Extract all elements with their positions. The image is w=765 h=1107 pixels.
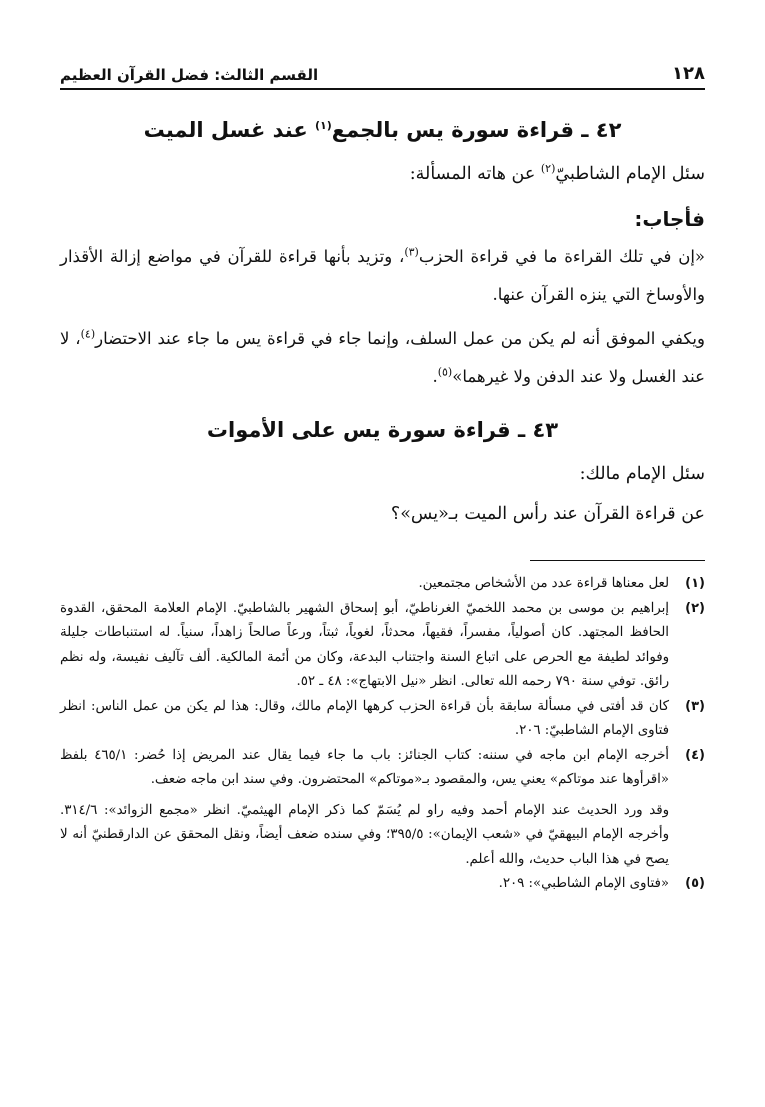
footnote-text: أخرجه الإمام ابن ماجه في سننه: كتاب الجنائز: باب ما جاء فيما يقال عند المريض إذا حُضر: ٤٦٥/١ بلفظ «اقرأوها عند موتاكم» يعني يس، والمقصود بـ«موتاكم» المحتضرون. وفي سند ابن ماجه ضعف. [60,747,669,787]
footnote-1 [60,572,705,597]
paragraph-text: ، وتزيد بأنها قراءة للقرآن في مواضع إزالة الأقذار والأوساخ التي ينزه القرآن عنها. [60,247,705,304]
footnote-text: لعل معناها قراءة عدد من الأشخاص مجتمعين. [418,576,669,591]
footnote-ref: (٢) [540,162,556,176]
footnote-ref: (١) [315,119,332,132]
section-42-heading [60,110,705,150]
page-header [60,58,705,90]
footnote-number: (٤) [685,747,705,763]
heading-text: عند غسل الميت [143,118,315,142]
footnote-number: (١) [685,576,705,591]
footnote-number: (٢) [685,600,705,616]
footnotes [60,572,705,897]
footnote-number: (٥) [685,876,705,891]
section-43-heading: ٤٣ ـ قراءة سورة يس على الأموات [206,418,559,442]
footnote-text: «فتاوى الإمام الشاطبي»: ٢٠٩. [498,876,669,891]
footnote-5 [60,872,705,897]
paragraph-text: «إن في تلك القراءة ما في قراءة الحزب [418,247,706,266]
main-text [60,104,705,534]
question-line: سئل الإمام مالك: [579,464,705,484]
question-text: عن هاته المسألة: [409,164,541,184]
answer-paragraph-1 [60,238,705,314]
footnote-ref: (٣) [404,245,419,259]
running-title: القسم الثالث: فضل القرآن العظيم [60,66,319,84]
answer-paragraph-2 [60,320,705,396]
footnote-ref: (٥) [437,365,453,379]
footnote-2 [60,597,705,695]
answer-label: فأجاب: [634,207,705,231]
paragraph-text: ، لا عند الغسل ولا عند الدفن ولا غيرهما» [60,329,705,386]
paragraph-text: ويكفي الموفق أنه لم يكن من عمل السلف، وإنما جاء في قراءة يس ما جاء عند الاحتضار [95,329,705,348]
heading-text: ٤٢ ـ قراءة سورة يس بالجمع [331,118,622,142]
footnote-text: كان قد أفتى في مسألة سابقة بأن قراءة الحزب كرهها الإمام مالك، وقال: هذا لم يكن من عمل الناس: انظر فتاوى الإمام الشاطبيّ: ٢٠٦. [60,698,669,738]
footnote-number: (٣) [685,698,705,714]
footnote-3 [60,695,705,744]
footnote-text: إبراهيم بن موسى بن محمد اللخميّ الغرناطيّ، أبو إسحاق الشهير بالشاطبيّ. الإمام العلامة المحقق، القدوة الحافظ المجتهد. كان أصولياً، مفسراً، فقيهاً، محدثاً، لغوياً، ثبتاً، ورعاً صالحاً زاهداً، سنياً. له استنباطات جليلة وفوائد لطيفة مع الحرص على اتباع السنة واجتناب البدعة، وكان من أئمة المالكية. ألف تآليف نفيسة، وله نظم رائق. توفي سنة ٧٩٠ رحمه الله تعالى. انظر «نيل الابتهاج»: ٤٨ ـ ٥٢. [60,600,669,689]
question-text: سئل الإمام الشاطبيّ [555,164,705,184]
page-number: ١٢٨ [672,63,705,84]
question-line [60,154,705,194]
footnote-ref: (٤) [80,327,96,341]
footnote-text: وقد ورد الحديث عند الإمام أحمد وفيه راو لم يُسَمّ كما ذكر الإمام الهيثميّ. انظر «مجمع الزوائد»: ٣١٤/٦. وأخرجه الإمام البيهقيّ في «شعب الإيمان»: ٣٩٥/٥؛ وفي سنده ضعف أيضاً، ونقل المحقق عن الدارقطنيّ أنه لا يصح في هذا الباب حديث، والله أعلم. [60,802,670,867]
paragraph-text: . [432,367,438,386]
footnote-divider [530,560,705,561]
footnote-4 [60,744,705,873]
question-line: عن قراءة القرآن عند رأس الميت بـ«يس»؟ [390,504,705,524]
